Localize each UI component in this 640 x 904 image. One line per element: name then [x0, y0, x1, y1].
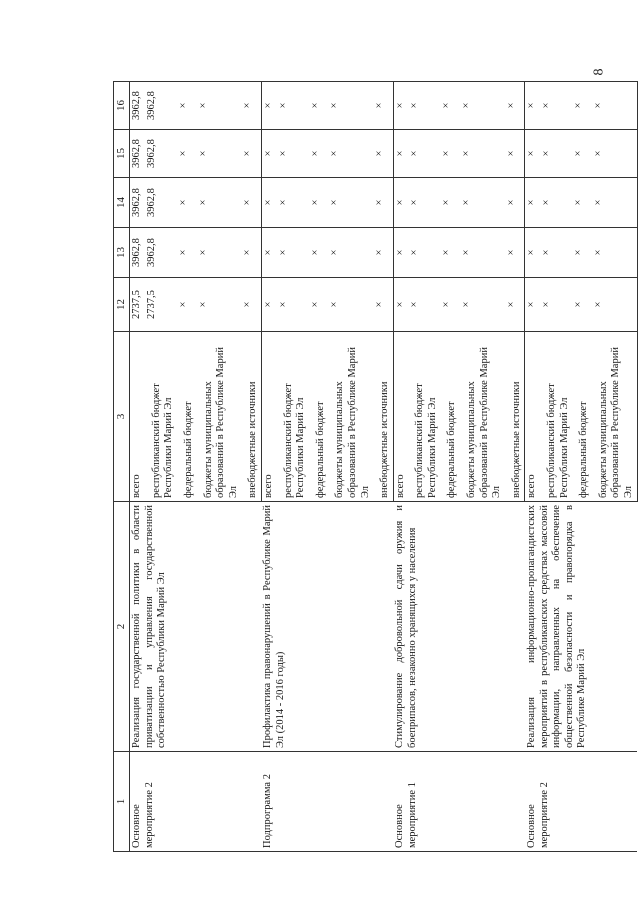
- value-cell: ×: [393, 178, 408, 228]
- value-cell: ×: [328, 82, 373, 130]
- column-header: 2: [114, 502, 130, 752]
- value-cell: ×: [440, 178, 460, 228]
- value-cell: ×: [177, 278, 197, 332]
- funding-source: бюджеты муниципальных образований в Республике Марий Эл: [328, 332, 373, 502]
- column-header: 3: [114, 332, 130, 502]
- value-cell: ×: [572, 278, 592, 332]
- funding-source: внебюджетные источники: [241, 332, 261, 502]
- value-cell: ×: [440, 130, 460, 178]
- funding-source: бюджеты муниципальных образований в Республике Марий Эл: [460, 332, 505, 502]
- row-description: Реализация информационно-пропагандистских мероприятий в республиканских средствах массовой информации, направленных на обеспечение общественной безопасности и правопорядка в Республике Марий Эл: [525, 502, 637, 752]
- value-cell: ×: [197, 82, 242, 130]
- value-cell: ×: [592, 82, 637, 130]
- value-cell: ×: [309, 82, 329, 130]
- value-cell: ×: [572, 82, 592, 130]
- column-header: 12: [114, 278, 130, 332]
- value-cell: ×: [328, 130, 373, 178]
- value-cell: ×: [373, 278, 393, 332]
- value-cell: 3962,8: [145, 130, 177, 178]
- funding-source: всего: [525, 332, 540, 502]
- value-cell: 3962,8: [145, 178, 177, 228]
- value-cell: ×: [309, 228, 329, 278]
- column-header: 14: [114, 178, 130, 228]
- value-cell: ×: [197, 228, 242, 278]
- table-header: [114, 82, 130, 852]
- value-cell: ×: [393, 130, 408, 178]
- value-cell: 3962,8: [130, 178, 145, 228]
- row-category: Основное мероприятие 2: [130, 752, 262, 852]
- value-cell: ×: [373, 82, 393, 130]
- value-cell: ×: [460, 178, 505, 228]
- value-cell: ×: [177, 82, 197, 130]
- value-cell: ×: [197, 178, 242, 228]
- budget-table: [113, 81, 638, 852]
- value-cell: 3962,8: [130, 82, 145, 130]
- value-cell: ×: [408, 178, 440, 228]
- value-cell: 3962,8: [130, 228, 145, 278]
- value-cell: ×: [309, 278, 329, 332]
- funding-source: всего: [130, 332, 145, 502]
- value-cell: ×: [525, 228, 540, 278]
- value-cell: ×: [241, 178, 261, 228]
- rotated-table-container: [113, 82, 634, 852]
- value-cell: ×: [540, 82, 572, 130]
- value-cell: ×: [460, 228, 505, 278]
- row-description: Реализация государственной политики в области приватизации и управления государственной собственностью Республики Марий Эл: [130, 502, 262, 752]
- funding-source: федеральный бюджет: [177, 332, 197, 502]
- value-cell: ×: [408, 228, 440, 278]
- value-cell: ×: [505, 278, 525, 332]
- table-row: [130, 82, 145, 852]
- funding-source: республиканский бюджет Республики Марий Эл: [145, 332, 177, 502]
- value-cell: ×: [261, 228, 276, 278]
- value-cell: ×: [408, 278, 440, 332]
- value-cell: ×: [505, 228, 525, 278]
- value-cell: ×: [525, 82, 540, 130]
- value-cell: ×: [261, 82, 276, 130]
- value-cell: ×: [261, 178, 276, 228]
- value-cell: ×: [408, 82, 440, 130]
- value-cell: ×: [460, 82, 505, 130]
- value-cell: ×: [328, 228, 373, 278]
- value-cell: 2737,5: [145, 278, 177, 332]
- table-row: [525, 82, 540, 852]
- value-cell: ×: [261, 130, 276, 178]
- table-body: [130, 82, 637, 852]
- funding-source: всего: [393, 332, 408, 502]
- value-cell: ×: [592, 278, 637, 332]
- value-cell: ×: [177, 130, 197, 178]
- value-cell: ×: [592, 178, 637, 228]
- value-cell: ×: [540, 228, 572, 278]
- value-cell: ×: [197, 278, 242, 332]
- column-header: 1: [114, 752, 130, 852]
- funding-source: внебюджетные источники: [373, 332, 393, 502]
- value-cell: ×: [309, 178, 329, 228]
- value-cell: ×: [440, 82, 460, 130]
- value-cell: ×: [460, 278, 505, 332]
- value-cell: ×: [525, 130, 540, 178]
- column-header: 16: [114, 82, 130, 130]
- value-cell: ×: [277, 178, 309, 228]
- value-cell: 2737,5: [130, 278, 145, 332]
- value-cell: ×: [309, 130, 329, 178]
- value-cell: ×: [592, 228, 637, 278]
- row-category: Подпрограмма 2: [261, 752, 393, 852]
- value-cell: ×: [328, 278, 373, 332]
- value-cell: 3962,8: [130, 130, 145, 178]
- value-cell: ×: [505, 130, 525, 178]
- value-cell: ×: [540, 130, 572, 178]
- value-cell: ×: [505, 178, 525, 228]
- value-cell: ×: [393, 228, 408, 278]
- funding-source: федеральный бюджет: [309, 332, 329, 502]
- value-cell: ×: [277, 278, 309, 332]
- table-row: [393, 82, 408, 852]
- table-row: [261, 82, 276, 852]
- funding-source: внебюджетные источники: [505, 332, 525, 502]
- value-cell: ×: [505, 82, 525, 130]
- value-cell: ×: [393, 82, 408, 130]
- value-cell: ×: [241, 278, 261, 332]
- value-cell: ×: [408, 130, 440, 178]
- value-cell: ×: [440, 228, 460, 278]
- value-cell: ×: [241, 228, 261, 278]
- value-cell: ×: [277, 82, 309, 130]
- value-cell: ×: [540, 278, 572, 332]
- value-cell: ×: [393, 278, 408, 332]
- funding-source: федеральный бюджет: [440, 332, 460, 502]
- value-cell: ×: [277, 130, 309, 178]
- value-cell: ×: [241, 82, 261, 130]
- value-cell: ×: [241, 130, 261, 178]
- funding-source: республиканский бюджет Республики Марий Эл: [540, 332, 572, 502]
- row-category: Основное мероприятие 1: [393, 752, 525, 852]
- value-cell: ×: [373, 228, 393, 278]
- page-number: 8: [591, 68, 607, 76]
- value-cell: 3962,8: [145, 228, 177, 278]
- funding-source: республиканский бюджет Республики Марий Эл: [408, 332, 440, 502]
- value-cell: ×: [197, 130, 242, 178]
- value-cell: ×: [540, 178, 572, 228]
- funding-source: федеральный бюджет: [572, 332, 592, 502]
- funding-source: республиканский бюджет Республики Марий Эл: [277, 332, 309, 502]
- value-cell: ×: [328, 178, 373, 228]
- value-cell: ×: [460, 130, 505, 178]
- value-cell: ×: [373, 130, 393, 178]
- value-cell: ×: [525, 178, 540, 228]
- value-cell: ×: [373, 178, 393, 228]
- row-category: Основное мероприятие 2: [525, 752, 637, 852]
- value-cell: ×: [525, 278, 540, 332]
- row-description: Профилактика правонарушений в Республике Марий Эл (2014 - 2016 годы): [261, 502, 393, 752]
- value-cell: ×: [177, 228, 197, 278]
- value-cell: ×: [572, 130, 592, 178]
- value-cell: ×: [177, 178, 197, 228]
- value-cell: ×: [277, 228, 309, 278]
- value-cell: ×: [592, 130, 637, 178]
- funding-source: бюджеты муниципальных образований в Республике Марий Эл: [197, 332, 242, 502]
- funding-source: бюджеты муниципальных образований в Республике Марий Эл: [592, 332, 637, 502]
- row-description: Стимулирование добровольной сдачи оружия и боеприпасов, незаконно хранящихся у населения: [393, 502, 525, 752]
- funding-source: всего: [261, 332, 276, 502]
- column-header: 15: [114, 130, 130, 178]
- value-cell: 3962,8: [145, 82, 177, 130]
- value-cell: ×: [572, 178, 592, 228]
- value-cell: ×: [261, 278, 276, 332]
- column-header: 13: [114, 228, 130, 278]
- value-cell: ×: [572, 228, 592, 278]
- value-cell: ×: [440, 278, 460, 332]
